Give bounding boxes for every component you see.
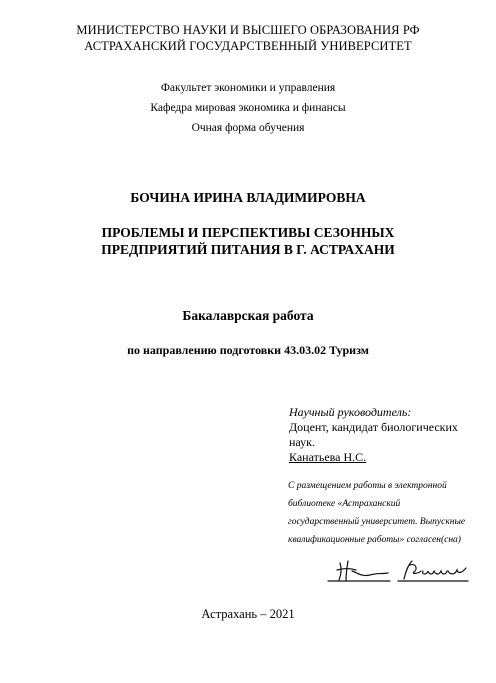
faculty-name: Факультет экономики и управления [160,82,336,94]
consent-line-4: квалификационные работы» согласен(сна) [288,535,461,545]
thesis-title-line-1: ПРОБЛЕМЫ И ПЕРСПЕКТИВЫ СЕЗОННЫХ [101,225,395,240]
ministry-name: МИНИСТЕРСТВО НАУКИ И ВЫСШЕГО ОБРАЗОВАНИЯ РФ [76,23,420,37]
author-name: БОЧИНА ИРИНА ВЛАДИМИРОВНА [130,190,366,205]
university-name: АСТРАХАНСКИЙ ГОСУДАРСТВЕННЫЙ УНИВЕРСИТЕТ [84,39,412,53]
signatures [322,555,472,587]
faculty-block [0,78,496,138]
work-type: Бакалаврская работа [182,308,314,323]
supervisor-signature [328,561,390,581]
city-year: Астрахань – 2021 [201,607,295,621]
consent-line-1: С размещением работы в электронной [288,481,447,491]
consent-line-3: государственный университет. Выпускные [288,517,466,527]
study-direction: по направлению подготовки 43.03.02 Туризм [127,343,369,357]
supervisor-block [289,405,489,465]
supervisor-position-line-1: Доцент, кандидат биологических [289,420,458,434]
institution-header [0,22,496,54]
consent-statement [288,477,488,549]
thesis-title-line-2: ПРЕДПРИЯТИЙ ПИТАНИЯ В Г. АСТРАХАНИ [101,242,395,257]
supervisor-label: Научный руководитель: [289,405,412,419]
department-name: Кафедра мировая экономика и финансы [150,102,346,114]
thesis-title [0,224,496,258]
supervisor-name: Канатьева Н.С. [289,450,367,464]
study-form: Очная форма обучения [191,122,305,134]
supervisor-position-line-2: наук. [289,435,315,449]
student-signature [398,561,468,581]
consent-line-2: библиотеке «Астраханский [288,499,401,509]
